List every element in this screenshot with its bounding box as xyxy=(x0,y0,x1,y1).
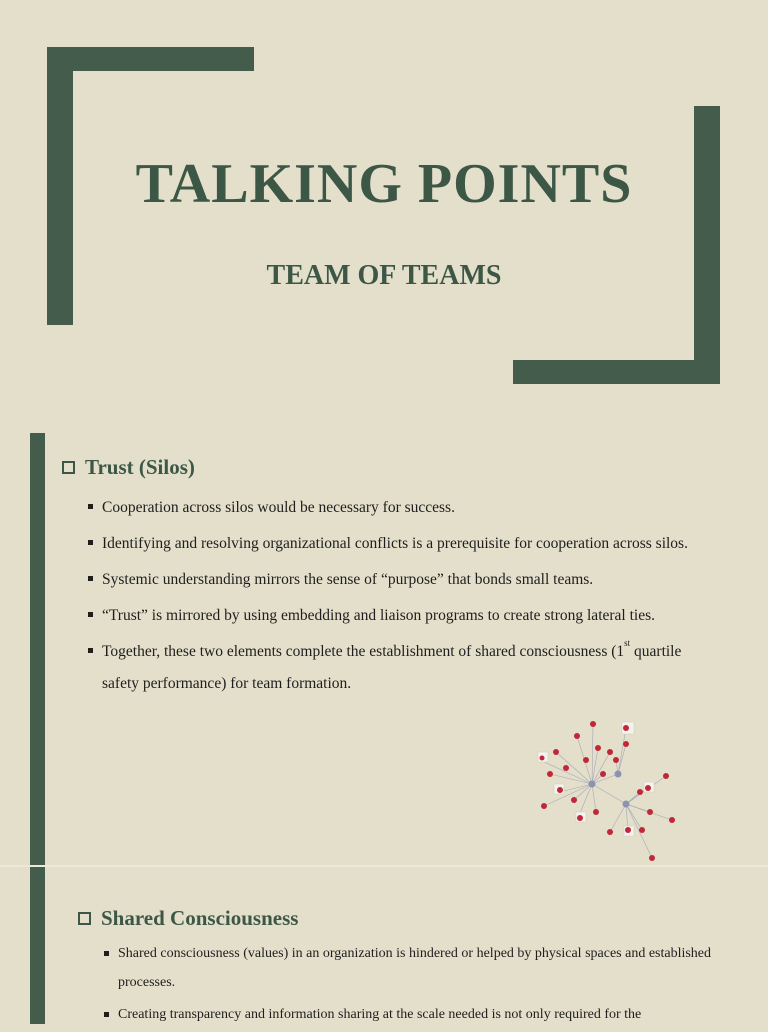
bullet-list xyxy=(88,492,728,700)
network-graph-icon xyxy=(530,712,680,862)
list-item: Systemic understanding mirrors the sense of “purpose” that bonds small teams. xyxy=(88,564,728,596)
list-item: Shared consciousness (values) in an organization is hindered or helped by physical spaces and established processes. xyxy=(104,939,729,997)
section-trust xyxy=(62,455,742,704)
list-item: “Trust” is mirrored by using embedding and liaison programs to create strong lateral ties. xyxy=(88,600,728,632)
section-divider xyxy=(0,865,768,867)
checkbox-icon xyxy=(78,912,91,925)
bullet-list xyxy=(104,939,729,1029)
list-item: Cooperation across silos would be necessary for success. xyxy=(88,492,728,524)
list-item-text: quartile safety performance) for team formation. xyxy=(102,643,682,692)
frame-bar-top-left-horizontal xyxy=(47,47,254,71)
section1-side-bar xyxy=(30,433,45,865)
page-subtitle: TEAM OF TEAMS xyxy=(266,260,502,291)
list-item xyxy=(88,636,712,700)
section-heading-label: Trust (Silos) xyxy=(85,455,195,479)
section-heading-label: Shared Consciousness xyxy=(101,906,299,930)
section-shared-consciousness xyxy=(78,906,738,1032)
list-item-text: Together, these two elements complete the establishment of shared consciousness (1 xyxy=(102,643,625,660)
frame-bar-bottom-right-vertical xyxy=(694,106,720,384)
section-heading xyxy=(78,906,738,931)
checkbox-icon xyxy=(62,461,75,474)
frame-bar-bottom-right-horizontal xyxy=(513,360,720,384)
list-item: Creating transparency and information sharing at the scale needed is not only required for the xyxy=(104,1000,729,1029)
ordinal-suffix: st xyxy=(624,638,631,648)
list-item: Identifying and resolving organizational conflicts is a prerequisite for cooperation across silos. xyxy=(88,528,728,560)
page-title: TALKING POINTS xyxy=(135,153,633,215)
section-heading xyxy=(62,455,742,480)
section2-side-bar xyxy=(30,867,45,1024)
